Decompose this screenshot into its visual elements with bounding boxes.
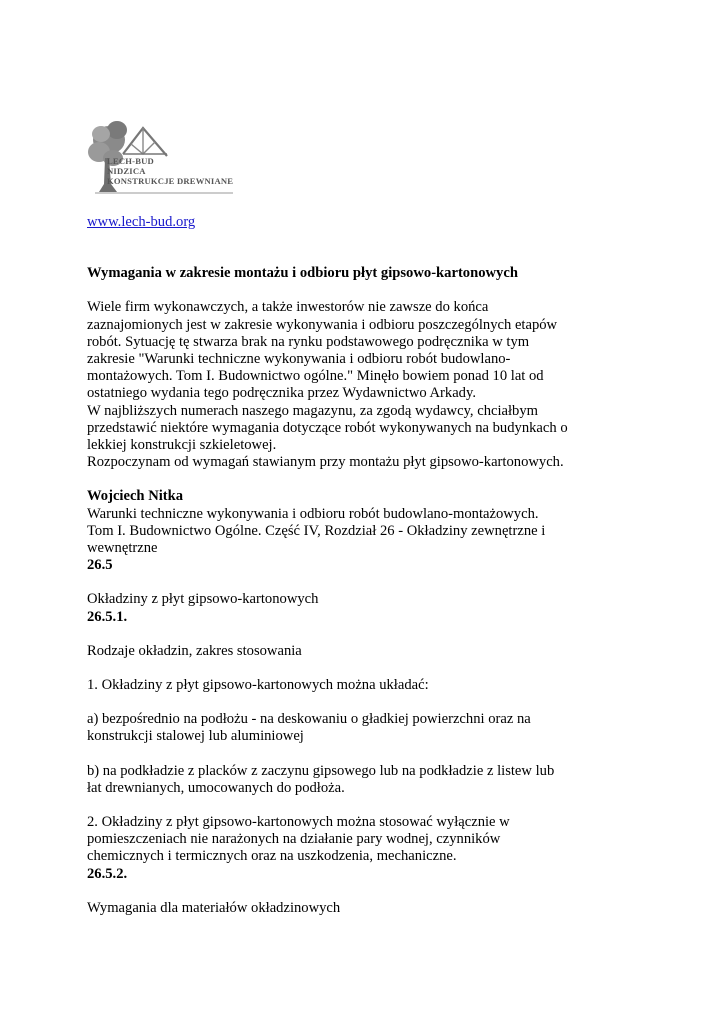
intro-line: ostatniego wydania tego podręcznika przez Wydawnictwo Arkady. bbox=[87, 385, 476, 402]
intro-line: zakresie "Warunki techniczne wykonywania i odbioru robót budowlano- bbox=[87, 351, 511, 368]
website-link[interactable]: www.lech-bud.org bbox=[87, 214, 196, 230]
company-logo bbox=[87, 118, 237, 200]
point-b-line: łat drewnianych, umocowanych do podłoża. bbox=[87, 779, 345, 796]
point-b-line: b) na podkładzie z placków z zaczynu gipsowego lub na podkładzie z listew lub bbox=[87, 762, 555, 779]
point-2-line: 2. Okładziny z płyt gipsowo-kartonowych można stosować wyłącznie w bbox=[87, 814, 510, 831]
intro-line: robót. Sytuację tę stwarza brak na rynku podstawowego podręcznika w tym bbox=[87, 333, 530, 350]
point-2-line: pomieszczeniach nie narażonych na działanie pary wodnej, czynników bbox=[87, 831, 501, 848]
point-2-line: chemicznych i termicznych oraz na uszkodzenia, mechaniczne. bbox=[87, 848, 457, 865]
intro-paragraph bbox=[87, 299, 647, 471]
logo-line-1: LECH-BUD bbox=[107, 156, 154, 166]
document-page bbox=[87, 118, 647, 917]
article-title: Wymagania w zakresie montażu i odbioru płyt gipsowo-kartonowych bbox=[87, 265, 518, 282]
point-b bbox=[87, 763, 647, 797]
logo-line-2: NIDZICA bbox=[107, 166, 146, 176]
point-a bbox=[87, 711, 647, 745]
section-number-26-5-1: 26.5.1. bbox=[87, 608, 128, 625]
intro-line: przedstawić niektóre wymagania dotyczące robót wykonywanych na budynkach o bbox=[87, 419, 568, 436]
point-2 bbox=[87, 814, 647, 866]
point-a-line: konstrukcji stalowej lub aluminiowej bbox=[87, 728, 304, 745]
intro-line: Rozpoczynam od wymagań stawianym przy montażu płyt gipsowo-kartonowych. bbox=[87, 454, 564, 471]
intro-line: lekkiej konstrukcji szkieletowej. bbox=[87, 437, 277, 454]
section-number-26-5: 26.5 bbox=[87, 557, 113, 574]
intro-line: Wiele firm wykonawczych, a także inwestorów nie zawsze do końca bbox=[87, 299, 489, 316]
point-1: 1. Okładziny z płyt gipsowo-kartonowych można układać: bbox=[87, 677, 429, 694]
section-title-26-5: Okładziny z płyt gipsowo-kartonowych bbox=[87, 591, 319, 608]
source-line: Warunki techniczne wykonywania i odbioru robót budowlano-montażowych. bbox=[87, 505, 539, 522]
point-a-line: a) bezpośrednio na podłożu - na deskowaniu o gładkiej powierzchni oraz na bbox=[87, 711, 531, 728]
section-title-26-5-1: Rodzaje okładzin, zakres stosowania bbox=[87, 642, 302, 659]
intro-line: zaznajomionych jest w zakresie wykonywania i odbioru poszczególnych etapów bbox=[87, 316, 558, 333]
source-line: wewnętrzne bbox=[87, 540, 158, 557]
source-line: Tom I. Budownictwo Ogólne. Część IV, Rozdział 26 - Okładziny zewnętrzne i bbox=[87, 522, 546, 539]
section-number-26-5-2: 26.5.2. bbox=[87, 865, 128, 882]
intro-line: montażowych. Tom I. Budownictwo ogólne." Minęło bowiem ponad 10 lat od bbox=[87, 368, 544, 385]
section-title-26-5-2: Wymagania dla materiałów okładzinowych bbox=[87, 899, 341, 916]
source-reference bbox=[87, 506, 647, 558]
intro-line: W najbliższych numerach naszego magazynu, za zgodą wydawcy, chciałbym bbox=[87, 402, 539, 419]
author-name: Wojciech Nitka bbox=[87, 488, 184, 505]
logo-line-3: KONSTRUKCJE DREWNIANE bbox=[107, 176, 234, 186]
